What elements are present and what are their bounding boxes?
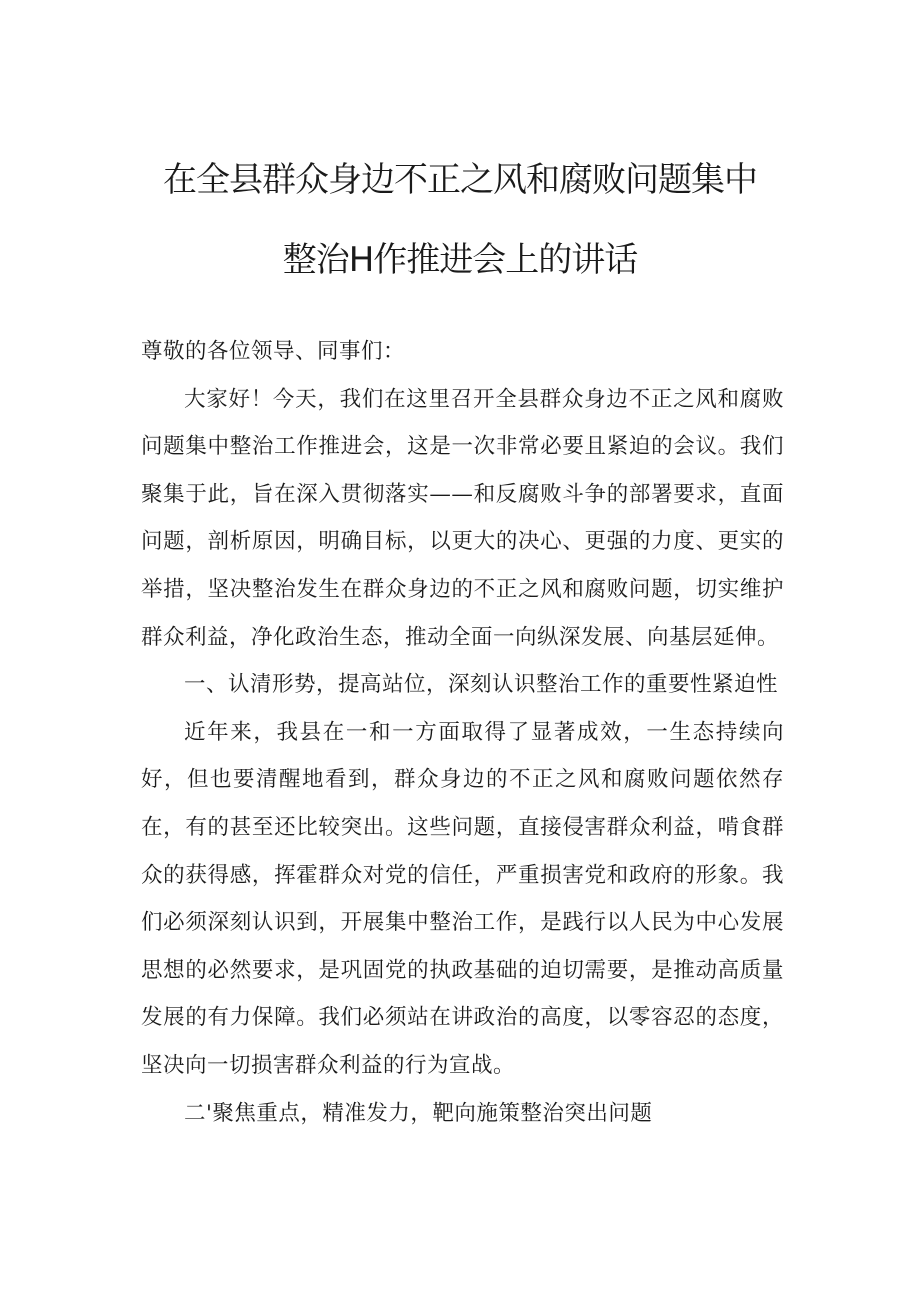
- document-body: [141, 328, 784, 1137]
- section-heading-1: 一、认清形势，提高站位，深刻认识整治工作的重要性紧迫性: [184, 672, 779, 698]
- paragraph-opening: 大家好！今天，我们在这里召开全县群众身边不正之风和腐败问题集中整治工作推进会，这是一次非常必要且紧迫的会议。我们聚集于此，旨在深入贯彻落实——和反腐败斗争的部署要求，直面问题，剖析原因，明确目标，以更大的决心、更强的力度、更实的举措，坚决整治发生在群众身边的不正之风和腐败问题，切实维护群众利益，净化政治生态，推动全面一向纵深发展、向基层延伸。: [141, 386, 784, 650]
- document-title-line-2: 整治H作推进会上的讲话: [282, 240, 638, 280]
- section-heading-2: 二'聚焦重点，精准发力，靶向施策整治突出问题: [184, 1100, 653, 1126]
- paragraph-section-1: 近年来，我县在一和一方面取得了显著成效，一生态持续向好，但也要清醒地看到，群众身边的不正之风和腐败问题依然存在，有的甚至还比较突出。这些问题，直接侵害群众利益，啃食群众的获得感，挥霍群众对党的信任，严重损害党和政府的形象。我们必须深刻认识到，开展集中整治工作，是践行以人民为中心发展思想的必然要求，是巩固党的执政基础的迫切需要，是推动高质量发展的有力保障。我们必须站在讲政治的高度，以零容忍的态度，坚决向一切损害群众利益的行为宣战。: [141, 719, 784, 1078]
- salutation: 尊敬的各位领导、同事们：: [141, 339, 406, 364]
- document-title-line-1: 在全县群众身边不正之风和腐败问题集中: [163, 160, 757, 200]
